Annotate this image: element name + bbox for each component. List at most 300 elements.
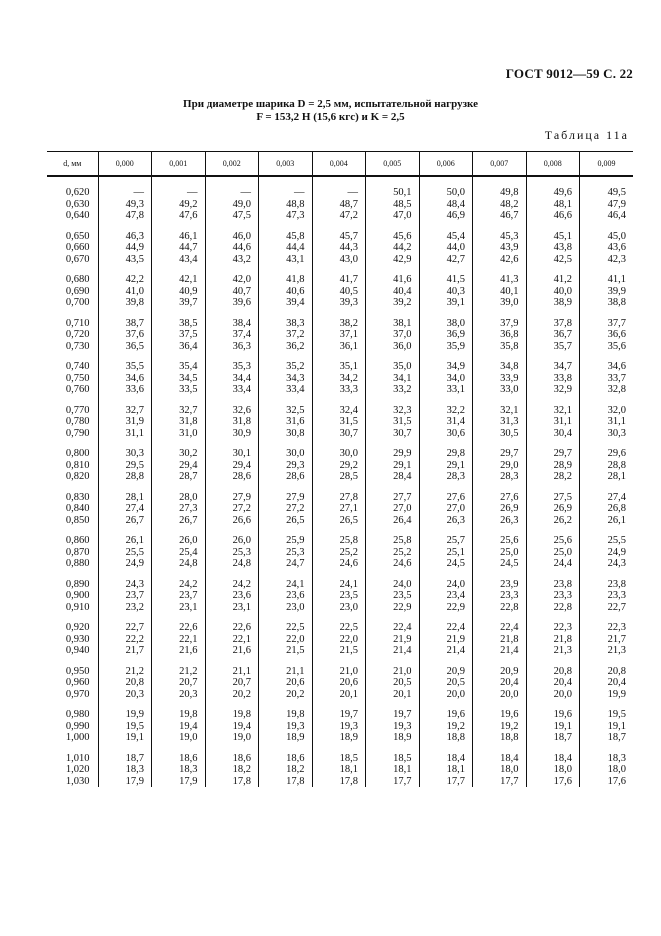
hardness-cell: 23,0 xyxy=(312,602,366,614)
hardness-cell: 19,2 xyxy=(419,721,473,733)
hardness-cell: 41,2 xyxy=(526,274,580,286)
spacer-cell xyxy=(312,570,366,579)
hardness-cell: 19,0 xyxy=(152,732,206,744)
hardness-cell: 38,0 xyxy=(419,318,473,330)
hardness-cell: 21,1 xyxy=(259,666,313,678)
hardness-cell: 32,8 xyxy=(580,384,634,396)
hardness-cell: 31,0 xyxy=(152,428,206,440)
hardness-cell: 35,0 xyxy=(366,361,420,373)
hardness-cell: 37,9 xyxy=(473,318,527,330)
hardness-cell: 37,1 xyxy=(312,329,366,341)
hardness-cell: 27,7 xyxy=(366,492,420,504)
hardness-cell: 32,1 xyxy=(473,405,527,417)
hardness-cell: 35,5 xyxy=(98,361,152,373)
hardness-cell: 34,3 xyxy=(259,373,313,385)
hardness-cell: 21,7 xyxy=(98,645,152,657)
hardness-cell: 25,4 xyxy=(152,547,206,559)
spacer-cell xyxy=(152,222,206,231)
hardness-cell: 34,0 xyxy=(419,373,473,385)
hardness-cell: 19,1 xyxy=(98,732,152,744)
hardness-cell: 25,3 xyxy=(205,547,259,559)
hardness-cell: 41,6 xyxy=(366,274,420,286)
hardness-cell: 40,0 xyxy=(526,286,580,298)
hardness-cell: 20,5 xyxy=(366,677,420,689)
hardness-cell: 25,6 xyxy=(473,535,527,547)
diameter-cell: 0,740 xyxy=(65,361,90,372)
spacer-cell xyxy=(366,222,420,231)
hardness-cell: 34,8 xyxy=(473,361,527,373)
hardness-cell: 21,7 xyxy=(580,634,634,646)
hardness-cell: 18,5 xyxy=(312,753,366,765)
hardness-cell: 46,9 xyxy=(419,210,473,222)
spacer-cell xyxy=(152,700,206,709)
hardness-cell: 32,3 xyxy=(366,405,420,417)
hardness-cell: 24,5 xyxy=(473,558,527,570)
hardness-cell: 33,6 xyxy=(98,384,152,396)
spacer-cell xyxy=(259,744,313,753)
spacer-cell xyxy=(205,352,259,361)
spacer-cell xyxy=(366,744,420,753)
spacer-cell xyxy=(47,613,98,622)
hardness-cell: 28,2 xyxy=(526,471,580,483)
hardness-cell: 18,8 xyxy=(419,732,473,744)
spacer-cell xyxy=(526,526,580,535)
hardness-cell: 18,8 xyxy=(473,732,527,744)
hardness-cell: 24,2 xyxy=(152,579,206,591)
table-row xyxy=(47,297,633,309)
diameter-cell: 0,980 xyxy=(65,709,90,720)
hardness-cell: 31,5 xyxy=(366,416,420,428)
hardness-cell: 45,4 xyxy=(419,231,473,243)
hardness-cell: 27,2 xyxy=(259,503,313,515)
hardness-cell: 20,9 xyxy=(473,666,527,678)
header-row xyxy=(47,152,633,177)
hardness-cell: 31,4 xyxy=(419,416,473,428)
hardness-cell: 37,5 xyxy=(152,329,206,341)
hardness-cell: 45,7 xyxy=(312,231,366,243)
hardness-cell: 18,4 xyxy=(473,753,527,765)
table-row xyxy=(47,286,633,298)
table-row xyxy=(47,590,633,602)
hardness-cell: 26,3 xyxy=(419,515,473,527)
diameter-cell: 0,990 xyxy=(65,720,90,732)
hardness-cell: 17,8 xyxy=(205,776,259,788)
diameter-cell: 0,830 xyxy=(65,491,90,503)
hardness-cell: 47,8 xyxy=(98,210,152,222)
hardness-cell: 24,6 xyxy=(312,558,366,570)
hardness-cell: 20,1 xyxy=(312,689,366,701)
hardness-cell: 27,2 xyxy=(205,503,259,515)
spacer-cell xyxy=(47,222,98,231)
column-header-diameter: d, мм xyxy=(47,152,98,177)
spacer-cell xyxy=(47,265,98,274)
spacer-cell xyxy=(259,657,313,666)
group-spacer xyxy=(47,570,633,579)
spacer-cell xyxy=(312,613,366,622)
hardness-cell: 21,5 xyxy=(259,645,313,657)
hardness-cell: 24,6 xyxy=(366,558,420,570)
spacer-cell xyxy=(419,744,473,753)
hardness-cell: 24,1 xyxy=(259,579,313,591)
hardness-cell: 42,6 xyxy=(473,254,527,266)
diameter-cell: 0,690 xyxy=(65,285,90,297)
hardness-cell: 31,1 xyxy=(526,416,580,428)
hardness-cell: 44,0 xyxy=(419,242,473,254)
hardness-cell: 28,6 xyxy=(205,471,259,483)
spacer-cell xyxy=(152,439,206,448)
hardness-cell: 18,4 xyxy=(526,753,580,765)
column-header: 0,005 xyxy=(366,152,420,177)
hardness-cell: 19,4 xyxy=(205,721,259,733)
spacer-cell xyxy=(312,222,366,231)
hardness-cell: 23,3 xyxy=(473,590,527,602)
hardness-table xyxy=(47,151,633,787)
hardness-cell: 48,2 xyxy=(473,199,527,211)
spacer-cell xyxy=(47,352,98,361)
hardness-cell: 18,9 xyxy=(312,732,366,744)
hardness-cell: 49,5 xyxy=(580,187,634,199)
spacer-cell xyxy=(580,396,634,405)
spacer-cell xyxy=(152,352,206,361)
spacer-cell xyxy=(366,309,420,318)
spacer-cell xyxy=(312,352,366,361)
spacer-cell xyxy=(259,613,313,622)
hardness-cell: 38,7 xyxy=(98,318,152,330)
table-row xyxy=(47,732,633,744)
spacer-cell xyxy=(312,700,366,709)
hardness-cell: 21,9 xyxy=(419,634,473,646)
spacer-cell xyxy=(366,265,420,274)
hardness-cell: 25,6 xyxy=(526,535,580,547)
spacer-cell xyxy=(98,526,152,535)
table-row xyxy=(47,231,633,243)
hardness-cell: 30,4 xyxy=(526,428,580,440)
diameter-cell: 1,000 xyxy=(65,732,90,743)
hardness-cell: — xyxy=(312,187,366,199)
spacer-cell xyxy=(526,483,580,492)
diameter-cell: 0,790 xyxy=(65,427,90,439)
spacer-cell xyxy=(473,439,527,448)
hardness-cell: 34,1 xyxy=(366,373,420,385)
hardness-cell: 18,5 xyxy=(366,753,420,765)
spacer-cell xyxy=(152,526,206,535)
hardness-cell: 30,3 xyxy=(98,448,152,460)
spacer-cell xyxy=(98,352,152,361)
spacer-cell xyxy=(98,265,152,274)
hardness-cell: 46,0 xyxy=(205,231,259,243)
hardness-cell: 43,4 xyxy=(152,254,206,266)
hardness-cell: 33,0 xyxy=(473,384,527,396)
spacer-cell xyxy=(152,265,206,274)
hardness-cell: 23,5 xyxy=(312,590,366,602)
spacer-cell xyxy=(259,526,313,535)
hardness-cell: 32,1 xyxy=(526,405,580,417)
spacer-cell xyxy=(259,176,313,187)
hardness-cell: 41,5 xyxy=(419,274,473,286)
hardness-cell: 19,3 xyxy=(366,721,420,733)
hardness-cell: 27,6 xyxy=(419,492,473,504)
diameter-cell: 0,970 xyxy=(65,688,90,700)
hardness-cell: 28,7 xyxy=(152,471,206,483)
hardness-cell: 20,0 xyxy=(473,689,527,701)
hardness-cell: 27,4 xyxy=(580,492,634,504)
hardness-cell: 29,7 xyxy=(473,448,527,460)
column-header: 0,002 xyxy=(205,152,259,177)
hardness-cell: 32,4 xyxy=(312,405,366,417)
spacer-cell xyxy=(580,744,634,753)
hardness-cell: 24,0 xyxy=(366,579,420,591)
hardness-cell: 21,6 xyxy=(152,645,206,657)
table-row xyxy=(47,709,633,721)
hardness-cell: 18,6 xyxy=(205,753,259,765)
diameter-cell: 0,760 xyxy=(65,384,90,395)
hardness-cell: 19,6 xyxy=(419,709,473,721)
table-label: Таблица 11а xyxy=(544,128,629,142)
page-header: ГОСТ 9012—59 С. 22 xyxy=(505,66,633,81)
hardness-cell: 26,7 xyxy=(98,515,152,527)
spacer-cell xyxy=(473,222,527,231)
hardness-cell: 22,5 xyxy=(312,622,366,634)
hardness-cell: — xyxy=(259,187,313,199)
hardness-cell: 23,5 xyxy=(366,590,420,602)
column-header: 0,001 xyxy=(152,152,206,177)
hardness-cell: 25,2 xyxy=(312,547,366,559)
table-row xyxy=(47,460,633,472)
spacer-cell xyxy=(473,526,527,535)
group-spacer xyxy=(47,483,633,492)
hardness-cell: 21,9 xyxy=(366,634,420,646)
hardness-cell: 27,8 xyxy=(312,492,366,504)
hardness-cell: 20,0 xyxy=(419,689,473,701)
hardness-cell: 36,1 xyxy=(312,341,366,353)
hardness-cell: 30,2 xyxy=(152,448,206,460)
spacer-cell xyxy=(152,483,206,492)
hardness-cell: 36,9 xyxy=(419,329,473,341)
table-row xyxy=(47,254,633,266)
hardness-cell: 45,1 xyxy=(526,231,580,243)
group-spacer xyxy=(47,613,633,622)
spacer-cell xyxy=(312,744,366,753)
hardness-cell: 20,4 xyxy=(526,677,580,689)
spacer-cell xyxy=(205,222,259,231)
spacer-cell xyxy=(473,265,527,274)
spacer-cell xyxy=(366,483,420,492)
hardness-cell: 29,6 xyxy=(580,448,634,460)
spacer-cell xyxy=(419,439,473,448)
hardness-cell: 50,1 xyxy=(366,187,420,199)
diameter-cell: 0,750 xyxy=(65,372,90,384)
spacer-cell xyxy=(580,526,634,535)
hardness-cell: 18,4 xyxy=(419,753,473,765)
hardness-cell: 24,3 xyxy=(580,558,634,570)
diameter-cell: 1,030 xyxy=(65,775,90,787)
hardness-cell: 43,8 xyxy=(526,242,580,254)
spacer-cell xyxy=(152,570,206,579)
spacer-cell xyxy=(473,309,527,318)
spacer-cell xyxy=(47,439,98,448)
spacer-cell xyxy=(526,700,580,709)
hardness-cell: 20,8 xyxy=(98,677,152,689)
spacer-cell xyxy=(312,396,366,405)
hardness-cell: 33,8 xyxy=(526,373,580,385)
spacer-cell xyxy=(473,657,527,666)
spacer-cell xyxy=(152,309,206,318)
hardness-cell: 18,1 xyxy=(419,764,473,776)
hardness-cell: 43,0 xyxy=(312,254,366,266)
column-header: 0,000 xyxy=(98,152,152,177)
hardness-cell: 33,9 xyxy=(473,373,527,385)
hardness-cell: 19,1 xyxy=(526,721,580,733)
hardness-cell: 19,4 xyxy=(152,721,206,733)
table-row xyxy=(47,384,633,396)
hardness-cell: 25,1 xyxy=(419,547,473,559)
hardness-cell: 35,2 xyxy=(259,361,313,373)
diameter-cell: 0,840 xyxy=(65,503,90,514)
group-spacer xyxy=(47,657,633,666)
diameter-cell: 0,640 xyxy=(65,210,90,221)
hardness-cell: 30,3 xyxy=(580,428,634,440)
hardness-cell: 20,8 xyxy=(526,666,580,678)
spacer-cell xyxy=(98,657,152,666)
hardness-cell: 40,5 xyxy=(312,286,366,298)
hardness-cell: 20,2 xyxy=(259,689,313,701)
hardness-cell: 21,4 xyxy=(473,645,527,657)
hardness-cell: 20,7 xyxy=(152,677,206,689)
hardness-cell: 47,0 xyxy=(366,210,420,222)
spacer-cell xyxy=(312,657,366,666)
hardness-cell: 40,4 xyxy=(366,286,420,298)
hardness-cell: 22,3 xyxy=(580,622,634,634)
hardness-cell: 38,9 xyxy=(526,297,580,309)
hardness-cell: 35,7 xyxy=(526,341,580,353)
table-row xyxy=(47,318,633,330)
hardness-cell: 29,0 xyxy=(473,460,527,472)
hardness-cell: 28,8 xyxy=(580,460,634,472)
hardness-cell: 36,6 xyxy=(580,329,634,341)
hardness-cell: 20,4 xyxy=(580,677,634,689)
hardness-cell: 36,2 xyxy=(259,341,313,353)
spacer-cell xyxy=(419,309,473,318)
hardness-cell: 25,3 xyxy=(259,547,313,559)
hardness-cell: 44,4 xyxy=(259,242,313,254)
hardness-cell: 25,9 xyxy=(259,535,313,547)
hardness-cell: 33,3 xyxy=(312,384,366,396)
hardness-cell: 36,7 xyxy=(526,329,580,341)
hardness-cell: 41,3 xyxy=(473,274,527,286)
caption-line-1: При диаметре шарика D = 2,5 мм, испытательной нагрузке xyxy=(183,98,478,110)
hardness-cell: 49,8 xyxy=(473,187,527,199)
spacer-cell xyxy=(205,483,259,492)
hardness-cell: 24,1 xyxy=(312,579,366,591)
spacer-cell xyxy=(366,176,420,187)
hardness-cell: 30,6 xyxy=(419,428,473,440)
spacer-cell xyxy=(259,483,313,492)
hardness-cell: 40,9 xyxy=(152,286,206,298)
hardness-cell: 48,7 xyxy=(312,199,366,211)
hardness-cell: 19,7 xyxy=(366,709,420,721)
hardness-cell: 31,9 xyxy=(98,416,152,428)
hardness-cell: 30,5 xyxy=(473,428,527,440)
table-row xyxy=(47,753,633,765)
hardness-cell: 30,9 xyxy=(205,428,259,440)
hardness-cell: 17,8 xyxy=(259,776,313,788)
hardness-cell: 22,9 xyxy=(366,602,420,614)
hardness-cell: 27,9 xyxy=(205,492,259,504)
hardness-cell: 38,3 xyxy=(259,318,313,330)
hardness-cell: 20,0 xyxy=(526,689,580,701)
diameter-cell: 0,880 xyxy=(65,558,90,569)
table-row xyxy=(47,373,633,385)
hardness-cell: 27,9 xyxy=(259,492,313,504)
hardness-cell: 21,0 xyxy=(312,666,366,678)
hardness-cell: 33,2 xyxy=(366,384,420,396)
diameter-cell: 0,680 xyxy=(65,274,90,285)
hardness-cell: 21,5 xyxy=(312,645,366,657)
spacer-cell xyxy=(366,700,420,709)
hardness-cell: 19,3 xyxy=(312,721,366,733)
hardness-cell: 18,9 xyxy=(259,732,313,744)
table-row xyxy=(47,471,633,483)
diameter-cell: 0,950 xyxy=(65,665,90,677)
hardness-cell: 26,2 xyxy=(526,515,580,527)
hardness-cell: 36,8 xyxy=(473,329,527,341)
spacer-cell xyxy=(205,570,259,579)
spacer-cell xyxy=(366,439,420,448)
hardness-cell: 49,3 xyxy=(98,199,152,211)
spacer-cell xyxy=(98,222,152,231)
spacer-cell xyxy=(312,265,366,274)
hardness-cell: 40,3 xyxy=(419,286,473,298)
hardness-cell: 42,9 xyxy=(366,254,420,266)
hardness-cell: 49,0 xyxy=(205,199,259,211)
table-row xyxy=(47,689,633,701)
hardness-cell: 29,5 xyxy=(98,460,152,472)
hardness-cell: 25,8 xyxy=(366,535,420,547)
hardness-cell: 25,0 xyxy=(473,547,527,559)
spacer-cell xyxy=(526,439,580,448)
spacer-cell xyxy=(47,570,98,579)
hardness-cell: 20,1 xyxy=(366,689,420,701)
hardness-cell: 35,3 xyxy=(205,361,259,373)
hardness-cell: 44,2 xyxy=(366,242,420,254)
spacer-cell xyxy=(580,483,634,492)
table-row xyxy=(47,666,633,678)
hardness-cell: 37,8 xyxy=(526,318,580,330)
table-row xyxy=(47,622,633,634)
hardness-cell: 40,7 xyxy=(205,286,259,298)
group-spacer xyxy=(47,526,633,535)
hardness-cell: 20,3 xyxy=(152,689,206,701)
hardness-cell: 45,6 xyxy=(366,231,420,243)
diameter-cell: 0,920 xyxy=(65,622,90,633)
spacer-cell xyxy=(419,526,473,535)
spacer-cell xyxy=(47,483,98,492)
spacer-cell xyxy=(366,352,420,361)
spacer-cell xyxy=(419,352,473,361)
hardness-cell: 19,6 xyxy=(473,709,527,721)
spacer-cell xyxy=(419,570,473,579)
hardness-cell: 47,9 xyxy=(580,199,634,211)
hardness-cell: 31,1 xyxy=(580,416,634,428)
diameter-cell: 0,700 xyxy=(65,297,90,308)
spacer-cell xyxy=(259,396,313,405)
hardness-cell: 34,2 xyxy=(312,373,366,385)
group-spacer xyxy=(47,176,633,187)
spacer-cell xyxy=(580,176,634,187)
hardness-cell: 36,4 xyxy=(152,341,206,353)
hardness-cell: 23,3 xyxy=(580,590,634,602)
diameter-cell: 0,900 xyxy=(65,590,90,601)
